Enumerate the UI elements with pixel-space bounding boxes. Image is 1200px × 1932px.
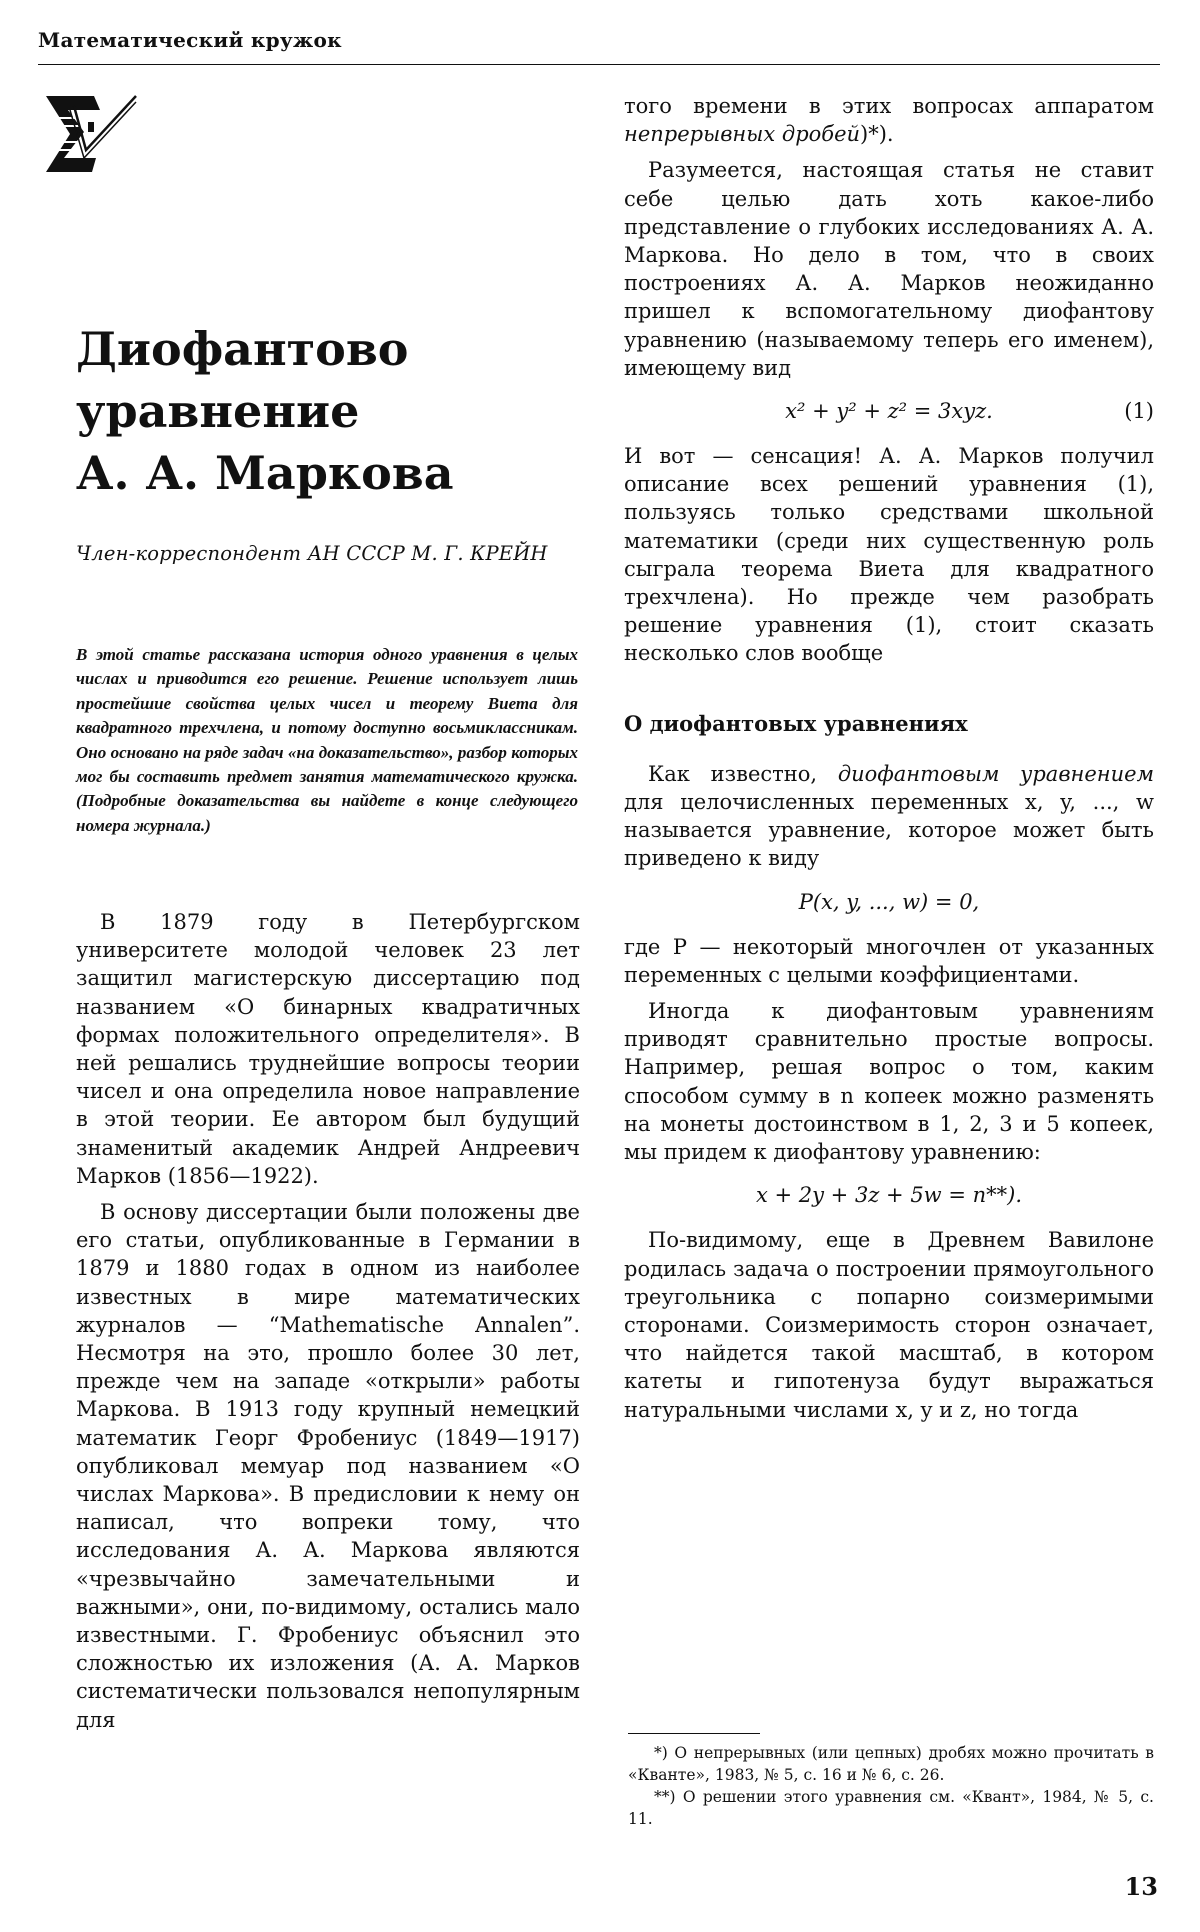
- title-line: уравнение: [76, 384, 360, 438]
- title-line: А. А. Маркова: [76, 446, 454, 500]
- paragraph: Разумеется, настоящая статья не ставит себе целью дать хоть какое-либо представление о глубоких исследованиях А. А. Маркова. Но дело в том, что в своих построениях А. А. Марков неожиданно пришел к вспомогательному диофантову уравнению (называемому теперь его именем), имеющему вид: [624, 158, 1154, 380]
- paragraph: И вот — сенсация! А. А. Марков получил описание всех решений уравнения (1), пользуясь только средствами школьной математики (среди них существенную роль сыграла теорема Виета для квадратного трехчлена). Но прежде чем разобрать решение уравнения (1), стоит сказать несколько слов вообще: [624, 444, 1154, 666]
- footnote: *) О непрерывных (или цепных) дробях можно прочитать в «Кванте», 1983, № 5, с. 16 и № 6, с. 26.: [628, 1744, 1154, 1784]
- article-title: [76, 318, 556, 504]
- equation-1: x² + y² + z² = 3xyz. (1): [624, 396, 1154, 426]
- left-column: [76, 908, 580, 1734]
- author-line: Член-корреспондент АН СССР М. Г. КРЕЙН: [76, 542, 548, 565]
- paragraph: Как известно, диофантовым уравнением для целочисленных переменных x, y, ..., w называется уравнение, которое может быть приведено к виду: [624, 761, 1154, 871]
- equation-3: x + 2y + 3z + 5w = n**).: [755, 1183, 1022, 1208]
- equation-number: (1): [1124, 399, 1154, 424]
- paragraph: того времени в этих вопросах аппаратом непрерывных дробей)*).: [624, 94, 1154, 147]
- subheading: О диофантовых уравнениях: [624, 710, 968, 736]
- paragraph: По-видимому, еще в Древнем Вавилоне родилась задача о построении прямоугольного треугольника с попарно соизмеримыми сторонами. Соизмеримость сторон означает, что найдется такой масштаб, в котором катеты и гипотенуза будут выражаться натуральными числами x, y и z, но тогда: [624, 1228, 1154, 1422]
- emphasis: непрерывных дробей: [624, 122, 861, 147]
- footnotes: [628, 1742, 1154, 1830]
- paragraph: В 1879 году в Петербургском университете молодой человек 23 лет защитил магистерскую диссертацию под названием «О бинарных квадратичных формах положительного определителя». В ней решались труднейшие вопросы теории чисел и она определила новое направление в этой теории. Ее автором был будущий знаменитый академик Андрей Андреевич Марков (1856—1922).: [76, 910, 580, 1188]
- sigma-v-logo-icon: [44, 88, 140, 184]
- header-rule: [38, 64, 1160, 65]
- paragraph: В основу диссертации были положены две его статьи, опубликованные в Германии в 1879 и 1880 годах в одном из наиболее известных в мире математических журналов — “Mathematische Annalen”. Несмотря на это, прошло более 30 лет, прежде чем на западе «открыли» работы Маркова. В 1913 году крупный немецкий математик Георг Фробениус (1849—1917) опубликовал мемуар под названием «О числах Маркова». В предисловии к нему он написал, что вопреки тому, что исследования А. А. Маркова являются «чрезвычайно замечательными и важными», они, по-видимому, остались мало известными. Г. Фробениус объяснил это сложностью их изложения (А. А. Марков систематически пользовался непопулярным для: [76, 1200, 580, 1732]
- title-line: Диофантово: [76, 322, 409, 376]
- abstract: В этой статье рассказана история одного уравнения в целых числах и приводится его решение. Решение использует лишь простейшие свойства целых чисел и теорему Виета для квадратного трехчлена, и потому доступно восьмиклассникам. Оно основано на ряде задач «на доказательство», разбор которых мог бы составить предмет занятия математического кружка. (Подробные доказательства вы найдете в конце следующего номера журнала.): [76, 645, 578, 835]
- section-label: Математический кружок: [38, 28, 342, 52]
- emphasis: диофантовым уравнением: [837, 761, 1154, 786]
- footnote: **) О решении этого уравнения см. «Квант», 1984, № 5, с. 11.: [628, 1788, 1154, 1828]
- equation-2: P(x, y, ..., w) = 0,: [798, 889, 980, 914]
- page-number: 13: [1124, 1872, 1158, 1901]
- paragraph: Иногда к диофантовым уравнениям приводят сравнительно простые вопросы. Например, решая вопрос о том, каким способом сумму в n копеек можно разменять на монеты достоинством в 1, 2, 3 и 5 копеек, мы придем к диофантову уравнению:: [624, 999, 1154, 1165]
- paragraph: где P — некоторый многочлен от указанных переменных с целыми коэффициентами.: [624, 934, 1154, 987]
- footnote-rule: [628, 1733, 760, 1734]
- right-column: [624, 92, 1154, 1424]
